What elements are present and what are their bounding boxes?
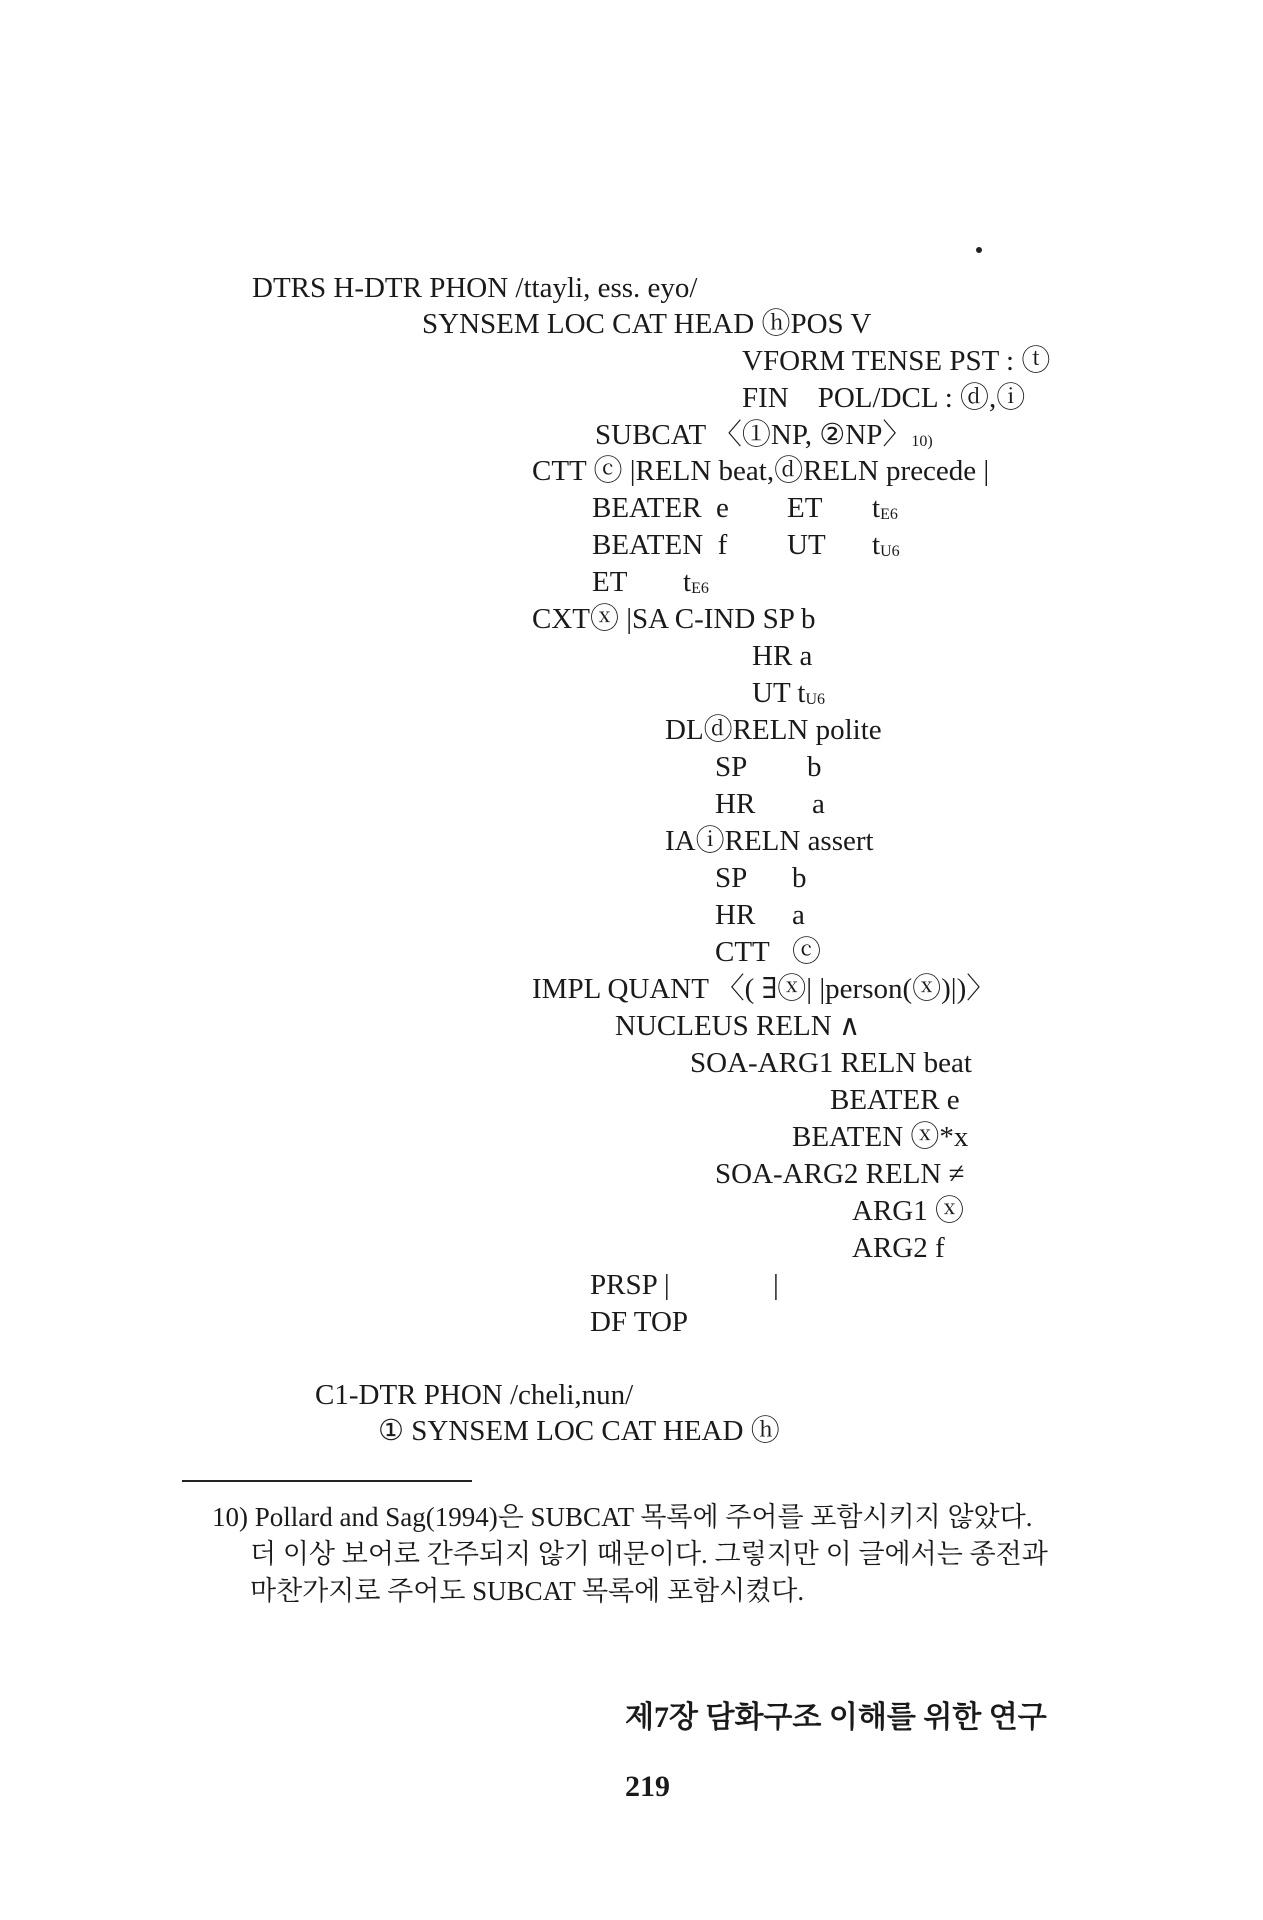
avm-line: b — [792, 862, 807, 894]
avm-line: BEATEN f — [592, 529, 728, 561]
avm-line: IMPL QUANT 〈( ∃ⓧ| |person(ⓧ)|)〉 — [532, 973, 996, 1005]
avm-line: | — [773, 1269, 779, 1301]
avm-line: SYNSEM LOC CAT HEAD ⓗPOS V — [422, 308, 872, 340]
avm-line: a — [812, 788, 825, 820]
avm-line: SP — [715, 862, 748, 894]
avm-line: NUCLEUS RELN ∧ — [615, 1010, 861, 1042]
avm-line: SUBCAT 〈①NP, ②NP〉$^{10)}$ — [595, 419, 933, 451]
avm-line: b — [807, 751, 822, 783]
avm-line: HR — [715, 899, 756, 931]
avm-line: BEATEN ⓧ*x — [792, 1121, 969, 1153]
footnote-line: 10) Pollard and Sag(1994)은 SUBCAT 목록에 주어를 포함시키지 않았다. — [212, 1502, 1033, 1532]
avm-line: ⓒ — [792, 936, 822, 968]
avm-line: ARG1 ⓧ — [852, 1195, 964, 1227]
stray-dot — [976, 247, 982, 253]
avm-line: DTRS H-DTR PHON /ttayli, ess. eyo/ — [252, 272, 698, 304]
avm-line: ET — [787, 492, 823, 524]
avm-line: UT tU6 — [752, 677, 826, 709]
avm-line: BEATER e — [830, 1084, 960, 1116]
chapter-title: 제7장 담화구조 이해를 위한 연구 — [625, 1701, 1047, 1734]
avm-line: HR — [715, 788, 756, 820]
avm-line: CXTⓧ |SA C-IND SP b — [532, 603, 816, 635]
avm-line: IAⓘRELN assert — [665, 825, 874, 857]
avm-line: SOA-ARG2 RELN ≠ — [715, 1158, 965, 1190]
avm-line: ① SYNSEM LOC CAT HEAD ⓗ — [378, 1415, 780, 1447]
footnote-ref: 10) — [911, 433, 933, 450]
avm-line: UT — [787, 529, 826, 561]
avm-line: CTT — [715, 936, 770, 968]
footnote-rule — [182, 1480, 472, 1482]
avm-line: DLⓓRELN polite — [665, 714, 882, 746]
avm-line: SOA-ARG1 RELN beat — [690, 1047, 972, 1079]
avm-line: tE6 — [872, 492, 898, 524]
avm-line: DF TOP — [590, 1306, 689, 1338]
running-footer — [595, 1658, 1047, 1838]
footnote-line: 더 이상 보어로 간주되지 않기 때문이다. 그렇지만 이 글에서는 종전과 — [250, 1539, 1048, 1569]
avm-line: tU6 — [872, 529, 900, 561]
avm-line: SP — [715, 751, 748, 783]
avm-line: BEATER e — [592, 492, 729, 524]
footnote-line: 마찬가지로 주어도 SUBCAT 목록에 포함시켰다. — [250, 1576, 805, 1606]
avm-line: tE6 — [683, 566, 709, 598]
avm-line: PRSP | — [590, 1269, 670, 1301]
avm-line: VFORM TENSE PST : ⓣ — [742, 345, 1051, 377]
avm-line: FIN POL/DCL : ⓓ,ⓘ — [742, 382, 1026, 414]
avm-line: C1-DTR PHON /cheli,nun/ — [315, 1379, 634, 1411]
avm-line: ARG2 f — [852, 1232, 945, 1264]
avm-line: CTT ⓒ |RELN beat,ⓓRELN precede | — [532, 455, 990, 487]
avm-line: ET — [592, 566, 628, 598]
avm-line: a — [792, 899, 805, 931]
avm-line: HR a — [752, 640, 813, 672]
page-number: 219 — [625, 1770, 670, 1803]
